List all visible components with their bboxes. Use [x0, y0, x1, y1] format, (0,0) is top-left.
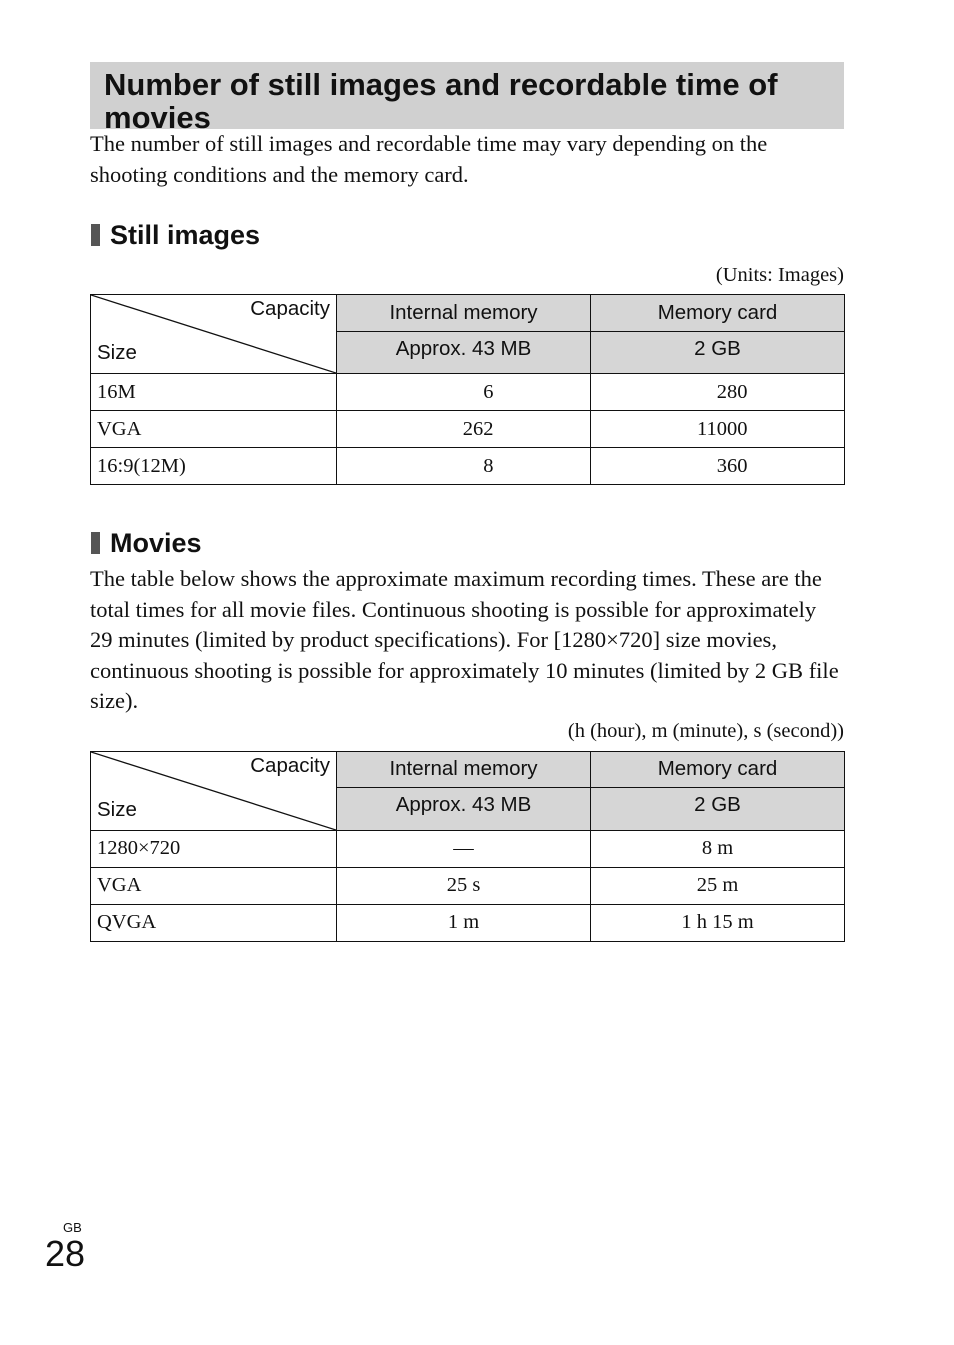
internal-value-cell: [337, 411, 591, 448]
movies-description: The table below shows the approximate maximum recording times. These are the total times for all movie files. Continuous shooting is possible for approximately 29 minutes (limited by product specifications). For [1280×720] size movies, continuous shooting is possible for approximately 10 minutes (limited by 2 GB file size).: [90, 566, 839, 713]
movies-heading: [90, 528, 844, 558]
internal-memory-header: Internal memory: [337, 751, 591, 787]
card-value-cell: [591, 374, 845, 411]
memory-card-header: Memory card: [591, 295, 845, 332]
internal-memory-header: Internal memory: [337, 295, 591, 332]
table-corner-cell: [91, 295, 337, 374]
internal-value: 8: [483, 454, 494, 477]
still-images-heading-text: Still images: [110, 220, 261, 250]
intro-paragraph: The number of still images and recordable time may vary depending on the shooting conditions and the memory card.: [90, 131, 768, 187]
section-bar-icon: [91, 532, 100, 554]
memory-card-header: Memory card: [591, 751, 845, 787]
table-row: [91, 411, 845, 448]
internal-value-cell: 1 m: [337, 904, 591, 941]
movies-heading-text: Movies: [110, 528, 202, 558]
still-images-heading: [90, 220, 844, 250]
internal-value: 262: [462, 417, 494, 440]
still-images-table: [90, 294, 845, 485]
size-cell: QVGA: [91, 904, 337, 941]
size-cell: 16:9(12M): [91, 448, 337, 485]
page-content: [90, 62, 844, 942]
card-value-cell: [591, 411, 845, 448]
movies-units-note: (h (hour), m (minute), s (second)): [567, 719, 844, 742]
internal-value-cell: —: [337, 830, 591, 867]
table-row: [91, 867, 845, 904]
card-value-cell: 25 m: [591, 867, 845, 904]
size-label: Size: [97, 341, 137, 364]
memory-card-capacity: 2 GB: [591, 787, 845, 830]
card-value: 11000: [697, 417, 748, 440]
table-header-row: [91, 295, 845, 332]
section-bar-icon: [91, 224, 100, 246]
card-value-cell: 1 h 15 m: [591, 904, 845, 941]
size-cell: 16M: [91, 374, 337, 411]
page-title: Number of still images and recordable time of movies: [104, 67, 778, 135]
page-number: 28: [45, 1233, 86, 1274]
table-row: [91, 830, 845, 867]
table-row: [91, 448, 845, 485]
size-cell: VGA: [91, 411, 337, 448]
capacity-label: Capacity: [250, 297, 330, 320]
internal-value: 6: [483, 380, 494, 403]
size-cell: 1280×720: [91, 830, 337, 867]
capacity-label: Capacity: [250, 753, 330, 777]
table-header-row: [91, 751, 845, 787]
movies-table: [90, 751, 845, 942]
internal-value-cell: 25 s: [337, 867, 591, 904]
region-code: GB: [63, 1220, 82, 1235]
size-label: Size: [97, 797, 137, 821]
title-band: [90, 62, 844, 135]
card-value: 280: [716, 380, 748, 403]
still-units-note: (Units: Images): [715, 264, 844, 286]
card-value-cell: [591, 448, 845, 485]
table-row: [91, 904, 845, 941]
internal-value-cell: [337, 448, 591, 485]
card-value: 360: [716, 454, 748, 477]
table-row: [91, 374, 845, 411]
table-corner-cell: [91, 751, 337, 830]
internal-value-cell: [337, 374, 591, 411]
memory-card-capacity: 2 GB: [591, 332, 845, 374]
internal-memory-capacity: Approx. 43 MB: [337, 787, 591, 830]
internal-memory-capacity: Approx. 43 MB: [337, 332, 591, 374]
size-cell: VGA: [91, 867, 337, 904]
card-value-cell: 8 m: [591, 830, 845, 867]
